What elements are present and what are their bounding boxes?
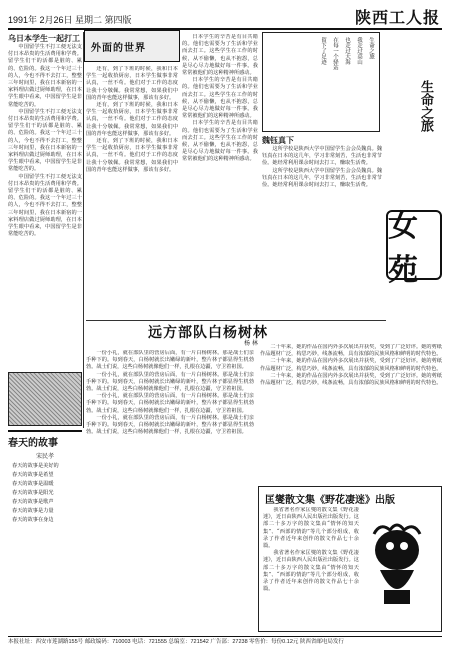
col4-text-repeat: 这所学校是陕西大学中国留学生会会员魏真。魏钰真在日本的这几年，学习非常刻苦，生活也非常节俭。她经常利用课余时间去打工，赚取生活费。 [262,167,382,189]
poem-line: 生命之旅 [368,37,374,59]
lead-text: 中国留学生不打工便无法支付日本昂贵的生活费用和学费。留学生们干的活都是脏的、累的、危险的。我这一个年过三十的人，今也不得不去打工，整整三年时间里，我在日本新宿的一家料理店做过厨师助理，在日本学生眼中看来，中国留学生是非常能吃苦的。 [8,44,82,108]
poem-line: 在每一个驿站 [332,37,338,70]
photo-image [8,372,82,426]
column-three [182,34,258,320]
right-col-text-repeat-2: 二十年来，她的作品在国内外多次展出并获奖，受到了广泛好评。她的剪纸作品题材广泛，构思巧妙，线条流畅，具有浓郁的民族风格和鲜明的时代特色。 [260,372,442,387]
col3-text-repeat-2: 日本学生的辛苦是有目共睹的。他们也需要为了生活和学业而去打工。这些学生在工作的时候，从不偷懒，也从不抱怨，总是尽心尽力地做好每一件事。我常常被他们的这种精神所感动。 [182,120,258,163]
wide-text-repeat-3: 一份小礼，就在部队里的营房后面，有一片白杨树林。那是战士们亲手种下的。每到春天，白杨树就长出嫩绿的新叶，整片林子都显得生机勃勃。战士们说，这些白杨树就像他们一样，扎根在边疆，守卫着祖国。 [86,414,254,436]
date-line: 1991年 2月26日 星期二 第四版 [8,15,132,25]
exhibit-text-block [263,507,359,627]
lead-text-repeat: 中国留学生不打工便无法支付日本昂贵的生活费用和学费。留学生们干的活都是脏的、累的、危险的。我这一个年过三十的人，今也不得不去打工，整整三年时间里，我在日本新宿的一家料理店做过厨师助理，在日本学生眼中看来，中国留学生是非常能吃苦的。 [8,108,82,173]
list-item: 春天的故事是阳光 [12,490,54,496]
right-sidebar [386,30,442,320]
world-text-repeat: 还有，到了下班的时候，我和日本学生一起收拾厨房，日本学生做事非常认真，一丝不苟。他们对于工作的态度让我十分敬佩。我常常想，如果我们中国的青年也能这样做事，那该有多好。 [86,102,178,137]
wide-byline: 杨 林 [244,340,258,347]
poem-line: 我走过高山 [356,37,362,65]
world-banner-title: 外面的世界 [91,43,146,54]
lead-text-repeat-2: 中国留学生不打工便无法支付日本昂贵的生活费用和学费。留学生们干的活都是脏的、累的、危险的。我这一个年过三十的人，今也不得不去打工，整整三年时间里，我在日本新宿的一家料理店做过厨师助理，在日本学生眼中看来，中国留学生是非常能吃苦的。 [8,173,82,238]
top-bar [8,6,442,30]
lead-column [8,34,82,424]
story-list [8,462,82,525]
poem-line: 留下了足迹 [320,37,326,65]
story-box [8,430,82,630]
col3-text-repeat: 日本学生的辛苦是有目共睹的。他们也需要为了生活和学业而去打工。这些学生在工作的时候，从不偷懒，也从不抱怨，总是尽心尽力地做好每一件事。我常常被他们的这种精神所感动。 [182,77,258,120]
col4-text: 这所学校是陕西大学中国留学生会会员魏真。魏钰真在日本的这几年，学习非常刻苦，生活也非常节俭。她经常利用课余时间去打工，赚取生活费。 [262,146,382,167]
section-rule [86,320,386,321]
poem-box [262,32,380,132]
world-text: 还有，到了下班的时候，我和日本学生一起收拾厨房，日本学生做事非常认真，一丝不苟。他们对于工作的态度让我十分敬佩。我常常想，如果我们中国的青年也能这样做事，那该有多好。 [86,66,178,101]
story-author: 宋民孝 [35,453,54,460]
list-item: 春天的故事是温暖 [12,481,54,487]
wide-text-repeat-2: 一份小礼，就在部队里的营房后面，有一片白杨树林。那是战士们亲手种下的。每到春天，白杨树就长出嫩绿的新叶，整片林子都显得生机勃勃。战士们说，这些白杨树就像他们一样，扎根在边疆，守卫着祖国。 [86,393,254,414]
world-text-repeat-2: 还有，到了下班的时候，我和日本学生一起收拾厨房，日本学生做事非常认真，一丝不苟。他们对于工作的态度让我十分敬佩。我常常想，如果我们中国的青年也能这样做事，那该有多好。 [86,138,178,173]
list-item: 春天的故事在身边 [12,517,54,523]
list-item: 春天的故事是希望 [12,472,54,478]
right-column [260,344,442,482]
list-item: 春天的故事是力量 [12,508,54,514]
world-column [86,66,178,320]
column-four [262,136,382,320]
footer: 本报社址：西安市莲湖路155号 邮政编码：710003 电话：721555 总编室：721542 广告部：27238 零售价：每份0.12元 陕西省邮电局发行 [8,636,442,646]
masthead: 陕西工人报 [354,8,440,27]
papercut-figure-image [360,520,434,612]
story-title: 春天的故事 [8,438,58,449]
col4-headline: 魏钰真下 [262,136,294,145]
wide-story [86,350,254,632]
exhibit-text: 我省著名作家匡燮的散文集《野花凄迷》，近日由陕西人民出版社出版发行。这部二十多万字的散文集由“情怀的知天集”、“西部的情韵”等几个部分组成，收录了作者近年来创作的散文作品七十余篇。 [263,507,359,550]
wide-headline: 远方部队白杨树林 [148,325,268,341]
list-item: 春天的故事是歌声 [12,499,54,505]
column-rule [83,32,84,428]
sidebar-vertical-title: 生命之旅 [418,80,433,132]
col3-text: 日本学生的辛苦是有目共睹的。他们也需要为了生活和学业而去打工。这些学生在工作的时候，从不偷懒，也从不抱怨，总是尽心尽力地做好每一件事。我常常被他们的这种精神所感动。 [182,34,258,77]
poem-line: 也走过大海 [344,37,350,65]
exhibit-text-repeat: 我省著名作家匡燮的散文集《野花凄迷》，近日由陕西人民出版社出版发行。这部二十多万字的散文集由“情怀的知天集”、“西部的情韵”等几个部分组成，收录了作者近年来创作的散文作品七十余篇。 [263,550,359,593]
world-banner [84,30,180,62]
right-col-text: 二十年来，她的作品在国内外多次展出并获奖，受到了广泛好评。她的剪纸作品题材广泛，构思巧妙，线条流畅，具有浓郁的民族风格和鲜明的时代特色。 [260,344,442,358]
wide-text: 一份小礼，就在部队里的营房后面，有一片白杨树林。那是战士们亲手种下的。每到春天，白杨树就长出嫩绿的新叶，整片林子都显得生机勃勃。战士们说，这些白杨树就像他们一样，扎根在边疆，守卫着祖国。 [86,350,254,371]
exhibit-title: 匡燮散文集《野花凄迷》出版 [265,495,395,506]
right-col-text-repeat: 二十年来，她的作品在国内外多次展出并获奖，受到了广泛好评。她的剪纸作品题材广泛，构思巧妙，线条流畅，具有浓郁的民族风格和鲜明的时代特色。 [260,358,442,372]
section-logo: 女苑 [386,210,442,280]
lead-headline: 乌日本学生一起打工 [8,34,80,43]
list-item: 春天的故事是美好的 [12,463,59,469]
wide-text-repeat: 一份小礼，就在部队里的营房后面，有一片白杨树林。那是战士们亲手种下的。每到春天，白杨树就长出嫩绿的新叶，整片林子都显得生机勃勃。战士们说，这些白杨树就像他们一样，扎根在边疆，守卫着祖国。 [86,371,254,393]
